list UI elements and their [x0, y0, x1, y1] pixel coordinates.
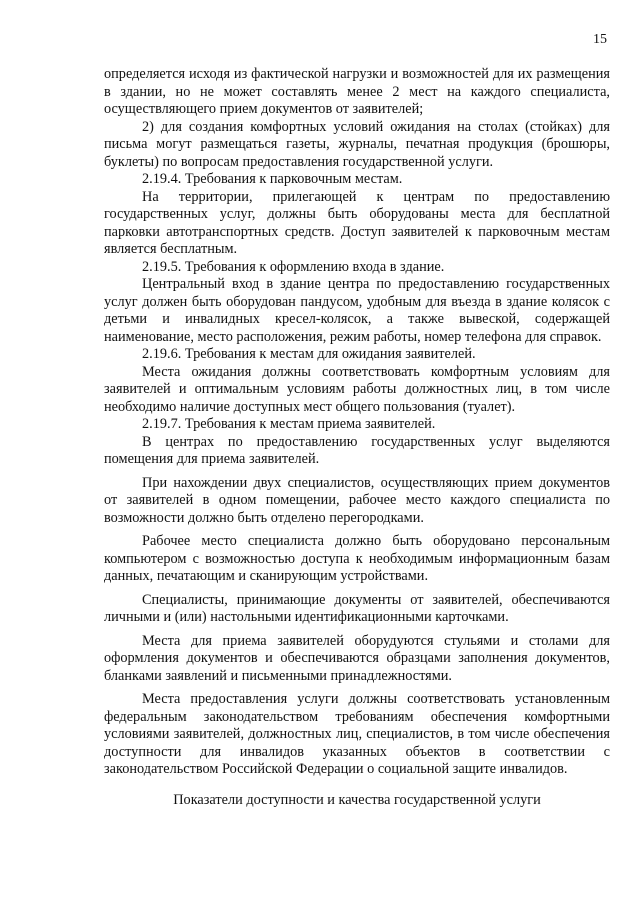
paragraph-two-specialists: При нахождении двух специалистов, осуществляющих прием документов от заявителей в одном помещении, рабочее место каждого специалиста по возможности должно быть отделено перегородками. [104, 474, 610, 526]
paragraph-reception-rooms: В центрах по предоставлению государственных услуг выделяются помещения для приема заявителей. [104, 433, 610, 467]
paragraph-id-cards: Специалисты, принимающие документы от заявителей, обеспечиваются личными и (или) настольными идентификационными карточками. [104, 591, 610, 625]
clause-2-19-6-heading: 2.19.6. Требования к местам для ожидания заявителей. [142, 346, 476, 362]
document-body [104, 66, 610, 779]
clause-2-19-7-heading: 2.19.7. Требования к местам приема заявителей. [142, 416, 436, 432]
paragraph-waiting-places: Места ожидания должны соответствовать комфортным условиям для заявителей и оптимальным условиям работы должностных лиц, в том числе необходимо наличие доступных мест общего пользования (туалет). [104, 363, 610, 415]
paragraph-workplace: Рабочее место специалиста должно быть оборудовано персональным компьютером с возможностью доступа к необходимым информационным базам данных, печатающим и сканирующим устройствами. [104, 533, 610, 584]
paragraph-parking: На территории, прилегающей к центрам по предоставлению государственных услуг, должны быть оборудованы места для бесплатной парковки автотранспортных средств. Доступ заявителей к парковочным местам является бесплатным. [104, 188, 610, 257]
clause-2-19-4-heading: 2.19.4. Требования к парковочным местам. [142, 171, 403, 187]
paragraph-furniture: Места для приема заявителей оборудуются стульями и столами для оформления документов и обеспечиваются образцами заполнения документов, бланками заявлений и письменными принадлежностями. [104, 632, 610, 684]
section-heading: Показатели доступности и качества государственной услуги [173, 792, 541, 808]
paragraph-item-2: 2) для создания комфортных условий ожидания на столах (стойках) для письма могут размещаться газеты, журналы, печатная продукция (брошюры, буклеты) по вопросам предоставления государственной услуги. [104, 118, 610, 170]
paragraph-entrance: Центральный вход в здание центра по предоставлению государственных услуг должен быть оборудован пандусом, удобным для въезда в здание колясок с детьми и инвалидных кресел-колясок, а также вывеской, содержащей наименование, место расположения, режим работы, номер телефона для справок. [104, 276, 610, 345]
paragraph-continuation: определяется исходя из фактической нагрузки и возможностей для их размещения в здании, но не может составлять менее 2 мест на каждого специалиста, осуществляющего прием документов от заявителей; [104, 66, 610, 117]
clause-2-19-5-heading: 2.19.5. Требования к оформлению входа в здание. [142, 258, 445, 275]
paragraph-accessibility: Места предоставления услуги должны соответствовать установленным федеральным законодательством требованиям обеспечения комфортными условиями заявителей, должностных лиц, специалистов, в том числе обеспечения доступности для инвалидов указанных объектов в соответствии с законодательством Российской Федерации о социальной защите инвалидов. [104, 691, 610, 777]
page-number: 15 [593, 32, 607, 47]
